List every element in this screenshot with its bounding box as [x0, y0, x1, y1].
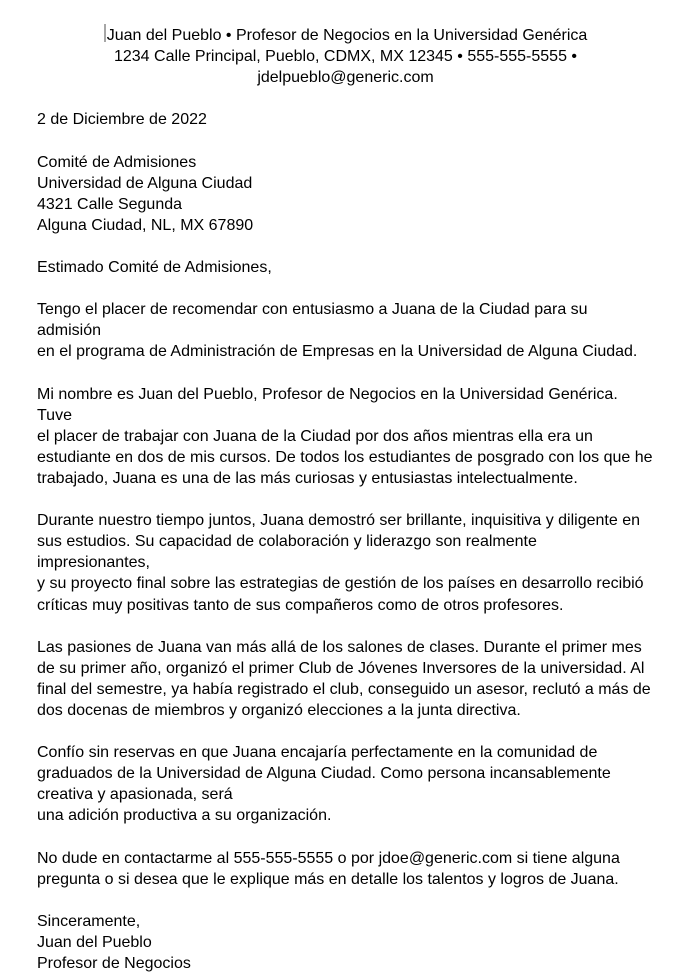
recipient-address[interactable]: Comité de Admisiones Universidad de Alguna Ciudad 4321 Calle Segunda Alguna Ciudad, NL, MX 67890: [37, 153, 254, 234]
sender-address-line[interactable]: 1234 Calle Principal, Pueblo, CDMX, MX 12345 • 555-555-5555 •: [113, 48, 578, 66]
closing-signature[interactable]: Sinceramente, Juan del Pueblo Profesor de Negocios: [37, 912, 191, 973]
paragraph-activities[interactable]: Las pasiones de Juana van más allá de los salones de clases. Durante el primer mes de su primer año, organizó el primer Club de Jóvenes Inversores de la universidad. Al final del semestre, ya había registrado el club, conseguido un asesor, reclutó a más de dos docenas de miembros y organizó elecciones a la junta directiva.: [37, 638, 651, 719]
sender-header[interactable]: [37, 24, 654, 88]
paragraph-contact[interactable]: No dude en contactarme al 555-555-5555 o por jdoe@generic.com si tiene alguna pregunta o si desea que le explique más en detalle los talentos y logros de Juana.: [37, 849, 620, 888]
paragraph-introduction[interactable]: Mi nombre es Juan del Pueblo, Profesor de Negocios en la Universidad Genérica. Tuve el placer de trabajar con Juana de la Ciudad por dos años mientras ella era un estudiante en dos de mis cursos. De todos los estudiantes de posgrado con los que he trabajado, Juana es una de las más curiosas y entusiastas intelectualmente.: [37, 385, 653, 487]
sender-email-line[interactable]: jdelpueblo@generic.com: [257, 69, 434, 87]
salutation[interactable]: Estimado Comité de Admisiones,: [37, 259, 272, 277]
text-cursor: [104, 24, 106, 42]
paragraph-qualities[interactable]: Durante nuestro tiempo juntos, Juana demostró ser brillante, inquisitiva y diligente en sus estudios. Su capacidad de colaboración y liderazgo son realmente impresionantes, y su proyecto final sobre las estrategias de gestión de los países en desarrollo recibió críticas muy positivas tanto de sus compañeros como de otros profesores.: [37, 512, 644, 614]
paragraph-endorsement[interactable]: Confío sin reservas en que Juana encajaría perfectamente en la comunidad de graduados de la Universidad de Alguna Ciudad. Como persona incansablemente creativa y apasionada, será una adición productiva a su organización.: [37, 744, 611, 825]
paragraph-recommendation[interactable]: Tengo el placer de recomendar con entusiasmo a Juana de la Ciudad para su admisión en el programa de Administración de Empresas en la Universidad de Alguna Ciudad.: [37, 301, 638, 361]
sender-name-title-line[interactable]: [37, 24, 654, 46]
date-line[interactable]: 2 de Diciembre de 2022: [37, 111, 207, 129]
sender-name-title[interactable]: Juan del Pueblo • Profesor de Negocios en la Universidad Genérica: [106, 27, 588, 44]
